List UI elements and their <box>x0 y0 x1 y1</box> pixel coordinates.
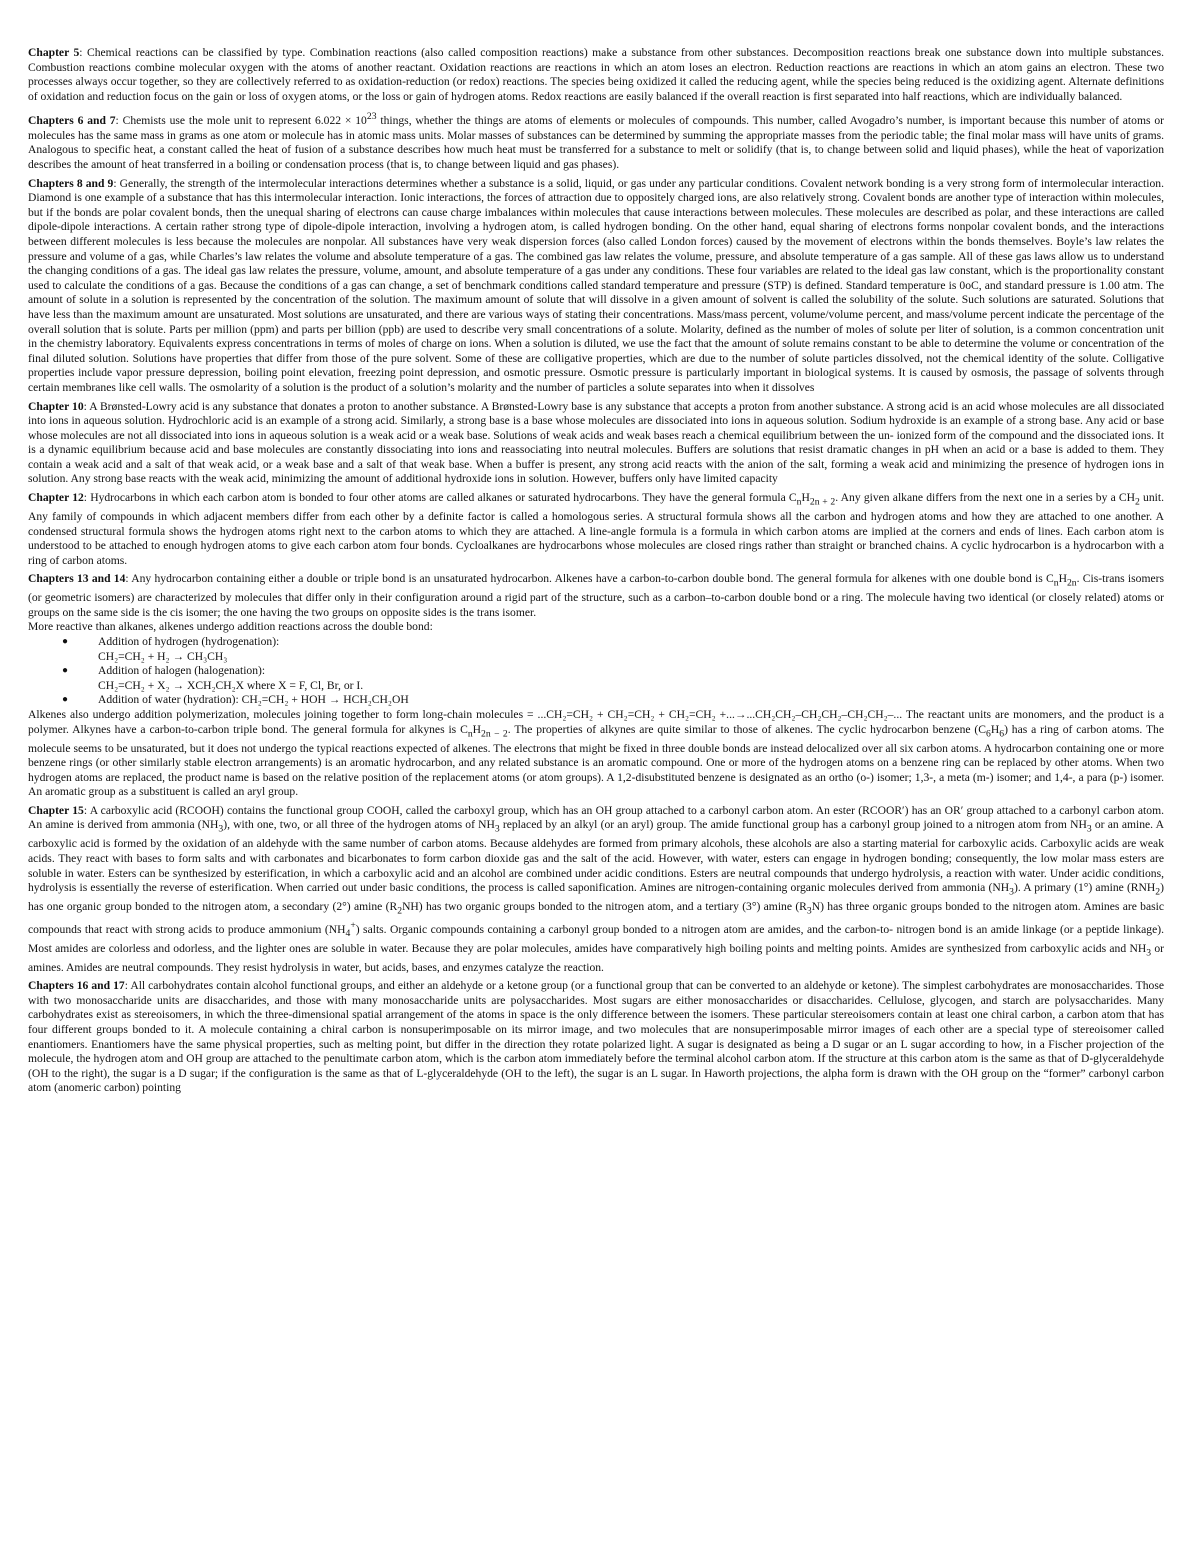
more-reactive-line: More reactive than alkanes, alkenes undergo addition reactions across the double bond: <box>28 620 433 634</box>
rnh2-sub: 2 <box>1155 886 1161 898</box>
chapter-15-text-g: NH) has two organic groups bonded to the nitrogen atom, and a tertiary (3°) amine (R <box>402 900 807 914</box>
list-item <box>98 635 1164 664</box>
chapter-15-text-i: ) salts. Organic compounds containing a carbonyl group bonded to a nitrogen atom are amides, and the carbon-to- nitrogen bond is an amide linkage (or a peptide linkage). Most amides are colorless and odorless, and the lighter ones are soluble in water. Because they are polar molecules, amides have comparatively high boiling points and melting points. Amides are synthesized from carboxylic acids and NH <box>28 922 1164 955</box>
alkane-formula-sub-2n2: 2n + 2 <box>809 496 836 508</box>
chapter-15-paragraph <box>28 804 1164 975</box>
chapters-16-17-paragraph <box>28 979 1164 1096</box>
chapter-5-heading: Chapter 5 <box>28 46 80 59</box>
chapter-10-heading: Chapter 10 <box>28 399 84 413</box>
chapters-6-7-text-a: : Chemists use the mole unit to represent 6.022 × 10 <box>115 114 367 128</box>
chapter-10-text: : A Brønsted-Lowry acid is any substance that donates a proton to another substance. A Brønsted-Lowry base is any substance that accepts a proton from another substance. A strong acid is an acid whose molecules are all dissociated into ions in aqueous solution. Hydrochloric acid is an example of a strong acid. Similarly, a strong base is a base whose molecules are dissociated into ions in aqueous solution. Sodium hydroxide is an example of a strong base. Any acid or base whose molecules are not all dissociated into ions in aqueous solution is a weak acid or a weak base. Solutions of weak acids and weak bases reach a chemical equilibrium between the un- ionized form of the compound and the dissociated ions. It is a dynamic equilibrium because acid and base molecules are constantly dissociating into ions and reassociating into neutral molecules. Buffers are solutions that resist dramatic changes in pH when an acid or a base is added to them. They contain a weak acid and a salt of that weak acid, or a weak base and a salt of that weak base. When a buffer is present, any strong acid reacts with the anion of the salt, forming a weak acid and minimizing the presence of hydrogen ions in solution. Any strong base reacts with the weak acid, minimizing the amount of additional hydroxide ions in solution. However, buffers only have limited capacity <box>28 399 1164 486</box>
halogenation-formula: CH₂=CH₂ + X₂ → XCH₂CH₂X where X = F, Cl, Br, or I. <box>98 678 364 692</box>
chapter-15-text-c: replaced by an alkyl (or an aryl) group. The amide functional group has a carbonyl group joined to a nitrogen atom from NH <box>499 818 1087 832</box>
polymerization-text-a: Alkenes also undergo addition polymerization, molecules joining together to form long-chain molecules = ...CH₂=CH₂ + CH₂=CH₂ + CH₂=CH₂ +...→...CH₂CH₂–CH₂CH₂–CH₂CH₂–... The reactant units are monomers, and the product is a polymer. Alkynes have a carbon-to-carbon triple bond. The general formula for alkynes is C <box>28 708 1164 736</box>
chapters-16-17-text: : All carbohydrates contain alcohol functional groups, and either an aldehyde or a ketone group (or a functional group that can be converted to an aldehyde or ketone). The simplest carbohydrates are monosaccharides. Those with two monosaccharide units are disaccharides, and those with many monosaccharide units are polysaccharides. Most sugars are either monosaccharides or disaccharides. Cellulose, glycogen, and starch are polysaccharides. Many carbohydrates exist as stereoisomers, in which the three-dimensional spatial arrangement of the atoms in space is the only difference between the isomers. These particular stereoisomers contain at least one chiral carbon, a carbon atom that has four different groups bonded to it. A molecule containing a chiral carbon is nonsuperimposable on its mirror image, and two molecules that are nonsuperimposable mirror images of each other are a special type of stereoisomer called enantiomers. Enantiomers have the same physical properties, such as melting point, but differ in the direction they rotate polarized light. A sugar is designated as being a D sugar or an L sugar according to how, in a Fischer projection of the molecule, the hydrogen atom and OH group are attached to the penultimate carbon atom, which is the carbon atom immediately before the terminal alcohol carbon atom. If the structure at this carbon atom is the same as that of D-glyceraldehyde (OH to the right), the sugar is a D sugar; if the configuration is the same as that of L-glyceraldehyde (OH to the left), the sugar is an L sugar. In Haworth projections, the alpha form is drawn with the OH group on the “former” carbonyl carbon atom (anomeric carbon) pointing <box>28 979 1164 1095</box>
halogenation-label: ● Addition of halogen (halogenation): <box>98 664 266 678</box>
chapters-13-14-text-a: : Any hydrocarbon containing either a double or triple bond is an unsaturated hydrocarbon. Alkenes have a carbon-to-carbon double bond. The general formula for alkenes with one double bond is C <box>125 572 1054 586</box>
polymerization-text-b: . The properties of alkynes are quite similar to those of alkenes. The cyclic hydrocarbon benzene (C <box>507 722 987 736</box>
benzene-h: H <box>990 722 1000 736</box>
ch2-subscript: 2 <box>1135 496 1140 508</box>
chapter-15-text-a: : A carboxylic acid (RCOOH) contains the functional group COOH, called the carboxyl group, which has an OH group attached to a carbonyl carbon atom. An ester (RCOOR′) has an OR′ group attached to a carbonyl carbon atom. An amine is derived from ammonia (NH <box>28 803 1164 832</box>
hydrogenation-label: ● Addition of hydrogen (hydrogenation): <box>98 635 280 649</box>
list-item <box>98 693 1164 708</box>
chapters-16-17-heading: Chapters 16 and 17 <box>28 979 125 993</box>
alkane-formula-sub-n: n <box>796 496 802 508</box>
nh3-sub-b: 3 <box>494 823 500 835</box>
benzene-sub-h: 6 <box>999 727 1005 739</box>
chapter-12-text-a: : Hydrocarbons in which each carbon atom is bonded to four other atoms are called alkanes or saturated hydrocarbons. They have the general formula C <box>83 491 797 505</box>
chapters-13-14-paragraph <box>28 572 1164 800</box>
polymerization-text-c: ) has a ring of carbon atoms. The molecule seems to be unsaturated, but it does not undergo the typical reactions expected of alkenes. The electrons that might be fixed in three double bonds are instead delocalized over all six carbon atoms. A hydrocarbon containing one or more benzene rings (or other similarly stable electron arrangements) is an aromatic hydrocarbon, and any related substance is an aromatic compound. One or more of the hydrogen atoms on a benzene ring can be replaced by other atoms. When two hydrogen atoms are replaced, the product name is based on the relative position of the replacement atoms (or atom groups). A 1,2-disubstituted benzene is designated as an ortho (o-) isomer; 1,3-, a meta (m-) isomer; and 1,4-, a para (p-) isomer. An aromatic group as a substituent is called an aryl group. <box>28 722 1164 799</box>
chapters-13-14-text-b: . Cis-trans isomers (or geometric isomers) are characterized by molecules that differ only in their configuration around a rigid part of the structure, such as a carbon–to-carbon double bond or a ring. The molecule having two identical (or closely related) atoms or groups on the same side is the cis isomer; the one having the two groups on opposite sides is the trans isomer. <box>28 572 1164 619</box>
nh4-sub: 4 <box>345 928 351 940</box>
chapter-15-text-e: ). A primary (1°) amine (RNH <box>1013 881 1156 895</box>
chapters-8-9-paragraph <box>28 177 1164 396</box>
alkane-formula-h: H <box>801 491 810 505</box>
chapter-15-heading: Chapter 15 <box>28 803 84 817</box>
avogadro-exponent: 23 <box>366 111 377 123</box>
chapters-6-7-text-b: things, whether the things are atoms of elements or molecules of compounds. This number, called Avogadro’s number, is important because this number of atoms or molecules has the same mass in grams as one atom or molecule has in atomic mass units. Molar masses of substances can be determined by summing the appropriate masses from the periodic table; the final molar mass will have units of grams. Analogous to specific heat, a constant called the heat of fusion of a substance describes how much heat must be transferred for a substance to melt or solidify (that is, to change between solid and liquid phases), while the heat of vaporization describes the amount of heat transferred in a boiling or condensation process (that is, to change between liquid and gas phases). <box>28 114 1164 172</box>
chapter-12-heading: Chapter 12 <box>28 491 84 505</box>
chapter-10-paragraph <box>28 400 1164 488</box>
alkyne-formula-h: H <box>472 722 482 736</box>
hydration-label: ● Addition of water (hydration): CH₂=CH₂ + HOH → HCH₂CH₂OH <box>98 693 409 707</box>
addition-reactions-list <box>28 635 1164 708</box>
chapter-15-text-f: ) has one organic group bonded to the nitrogen atom, a secondary (2°) amine (R <box>28 881 1164 914</box>
chapters-6-7-paragraph <box>28 110 1164 172</box>
nh3-sub-f: 3 <box>1146 947 1152 959</box>
chapter-5-text: : Chemical reactions can be classified by type. Combination reactions (also called composition reactions) make a substance from other substances. Decomposition reactions break one substance down into multiple substances. Combustion reactions combine molecular oxygen with the atoms of another reactant. Oxidation reactions are reactions in which an atom loses an electron. Reduction reactions are reactions in which an atom gains an electron. These two processes always occur together, so they are collectively referred to as oxidation-reduction (or redox) reactions. The species being oxidized it called the reducing agent, while the species being reduced is the oxidizing agent. Alternate definitions of oxidation and reduction focus on the gain or loss of oxygen atoms, or the loss or gain of hydrogen atoms. Redox reactions are easily balanced if the overall reaction is first separated into half reactions, which are individually balanced. <box>28 46 1164 103</box>
alkene-formula-sub-n: n <box>1053 577 1059 589</box>
chapters-13-14-heading: Chapters 13 and 14 <box>28 572 126 586</box>
benzene-sub-c: 6 <box>986 727 991 739</box>
nh3-sub-c: 3 <box>1086 823 1092 835</box>
chapter-15-text-b: ), with one, two, or all three of the hydrogen atoms of NH <box>223 818 495 832</box>
chapter-12-text-c: unit. Any family of compounds in which adjacent members differ from each other by a definite factor is called a homologous series. A structural formula shows all the carbon and hydrogen atoms and how they are attached to one another. A condensed structural formula shows the hydrogen atoms right next to the carbon atoms to which they are attached. A line-angle formula is a formula in which carbon atoms are implied at the corners and ends of lines. Each carbon atom is understood to be attached to enough hydrogen atoms to give each carbon atom four bonds. Cycloalkanes are hydrocarbons whose molecules are closed rings rather than straight or branched chains. A cyclic hydrocarbon is a hydrocarbon with a ring of carbon atoms. <box>28 491 1164 567</box>
alkyne-formula-sub-n: n <box>467 727 473 739</box>
chapter-12-text-b: . Any given alkane differs from the next one in a series by a CH <box>835 491 1136 505</box>
alkene-formula-h: H <box>1058 572 1067 586</box>
list-item <box>98 664 1164 693</box>
chapters-8-9-heading: Chapters 8 and 9 <box>28 176 114 190</box>
r3n-sub: 3 <box>806 905 812 917</box>
chapter-15-text-j: or amines. Amides are neutral compounds. They resist hydrolysis in water, but acids, bases, and enzymes catalyze the reaction. <box>28 941 1164 974</box>
alkene-formula-sub-2n: 2n <box>1066 577 1077 589</box>
chapter-12-paragraph <box>28 491 1164 568</box>
chapters-6-7-heading: Chapters 6 and 7 <box>28 114 116 128</box>
chapter-15-text-h: N) has three organic groups bonded to the nitrogen atom. Amines are basic compounds that react with strong acids to produce ammonium (NH <box>28 900 1165 936</box>
nh3-sub-d: 3 <box>1009 886 1014 898</box>
chapters-8-9-text: : Generally, the strength of the intermolecular interactions determines whether a substance is a solid, liquid, or gas under any particular conditions. Covalent network bonding is a very strong form of intermolecular interaction. Diamond is one example of a substance that has this intermolecular interaction. Ionic interactions, the forces of attraction due to oppositely charged ions, are also relatively strong. Covalent bonds are another type of interaction within molecules, but if the bonds are polar covalent bonds, then the unequal sharing of electrons can cause charge imbalances within molecules that cause interactions between molecules. These molecules are described as polar, and these interactions are called dipole-dipole interactions. A certain rather strong type of dipole-dipole interaction, involving a hydrogen atom, is called hydrogen bonding. On the other hand, equal sharing of electrons forms nonpolar covalent bonds, and the interactions between different molecules is less because the molecules are nonpolar. All substances have very weak dispersion forces (also called London forces) caused by the movement of electrons within the bonds themselves. Boyle’s law relates the pressure and volume of a gas, while Charles’s law relates the volume and absolute temperature of a gas. The combined gas law relates the volume, pressure, and absolute temperature of a gas sample. All of these gas laws allow us to understand the changing conditions of a gas. The ideal gas law relates the pressure, volume, amount, and absolute temperature of a gas under any conditions. These four variables are related to the ideal gas law constant, which is the proportionality constant used to calculate the conditions of a gas. Because the conditions of a gas can change, a set of benchmark conditions called standard temperature and pressure (STP) is defined. Standard temperature is 0oC, and standard pressure is 1.00 atm. The amount of solute in a solution is represented by the concentration of the solution. The maximum amount of solute that will dissolve in a given amount of solvent is called the solubility of the solute. Such solutions are saturated. Solutions that have less than the maximum amount are unsaturated. Most solutions are unsaturated, and there are various ways of stating their concentrations. Mass/mass percent, volume/volume percent, and mass/volume percent indicate the percentage of the overall solution that is solute. Parts per million (ppm) and parts per billion (ppb) are used to describe very small concentrations of a solute. Molarity, defined as the number of moles of solute per liter of solution, is a common concentration unit in the chemistry laboratory. Equivalents express concentrations in terms of moles of charge on ions. When a solution is diluted, we use the fact that the amount of solute remains constant to be able to determine the volume or concentration of the final diluted solution. Solutions have properties that differ from those of the pure solvent. Some of these are colligative properties, which are due to the number of solute particles dissolved, not the chemical identity of the solute. Colligative properties include vapor pressure depression, boiling point elevation, freezing point depression, and osmotic pressure. Osmotic pressure is particularly important in biological systems. It is caused by osmosis, the passage of solvents through certain membranes like cell walls. The osmolarity of a solution is the product of a solution’s molarity and the number of particles a solute separates into when it dissolves <box>28 176 1164 394</box>
nh4-charge: + <box>350 919 356 931</box>
alkyne-formula-sub-2n-minus-2: 2n − 2 <box>481 727 508 739</box>
hydrogenation-formula: CH₂=CH₂ + H₂ → CH₃CH₃ <box>98 649 228 663</box>
r2nh-sub: 2 <box>397 905 403 917</box>
nh3-sub-a: 3 <box>218 823 224 835</box>
chapter-15-text-d: or an amine. A carboxylic acid is formed by the oxidation of an aldehyde with the same number of carbon atoms. Because aldehydes are formed from primary alcohols, these alcohols are also a starting material for carboxylic acids. Carboxylic acids are weak acids. They react with bases to form salts and with carbonates and bicarbonates to form carbon dioxide gas and the salt of the acid. However, with water, esters can engage in hydrogen bonding; consequently, the low molar mass esters are soluble in water. Esters can be synthesized by esterification, in which a carboxylic acid and an alcohol are combined under acidic conditions. Esters are neutral compounds that undergo hydrolysis, a reaction with water. Under acidic conditions, hydrolysis is essentially the reverse of esterification. When carried out under basic conditions, the process is called saponification. Amines are nitrogen-containing organic molecules derived from ammonia (NH <box>28 818 1164 895</box>
chapter-5-paragraph <box>28 46 1164 104</box>
